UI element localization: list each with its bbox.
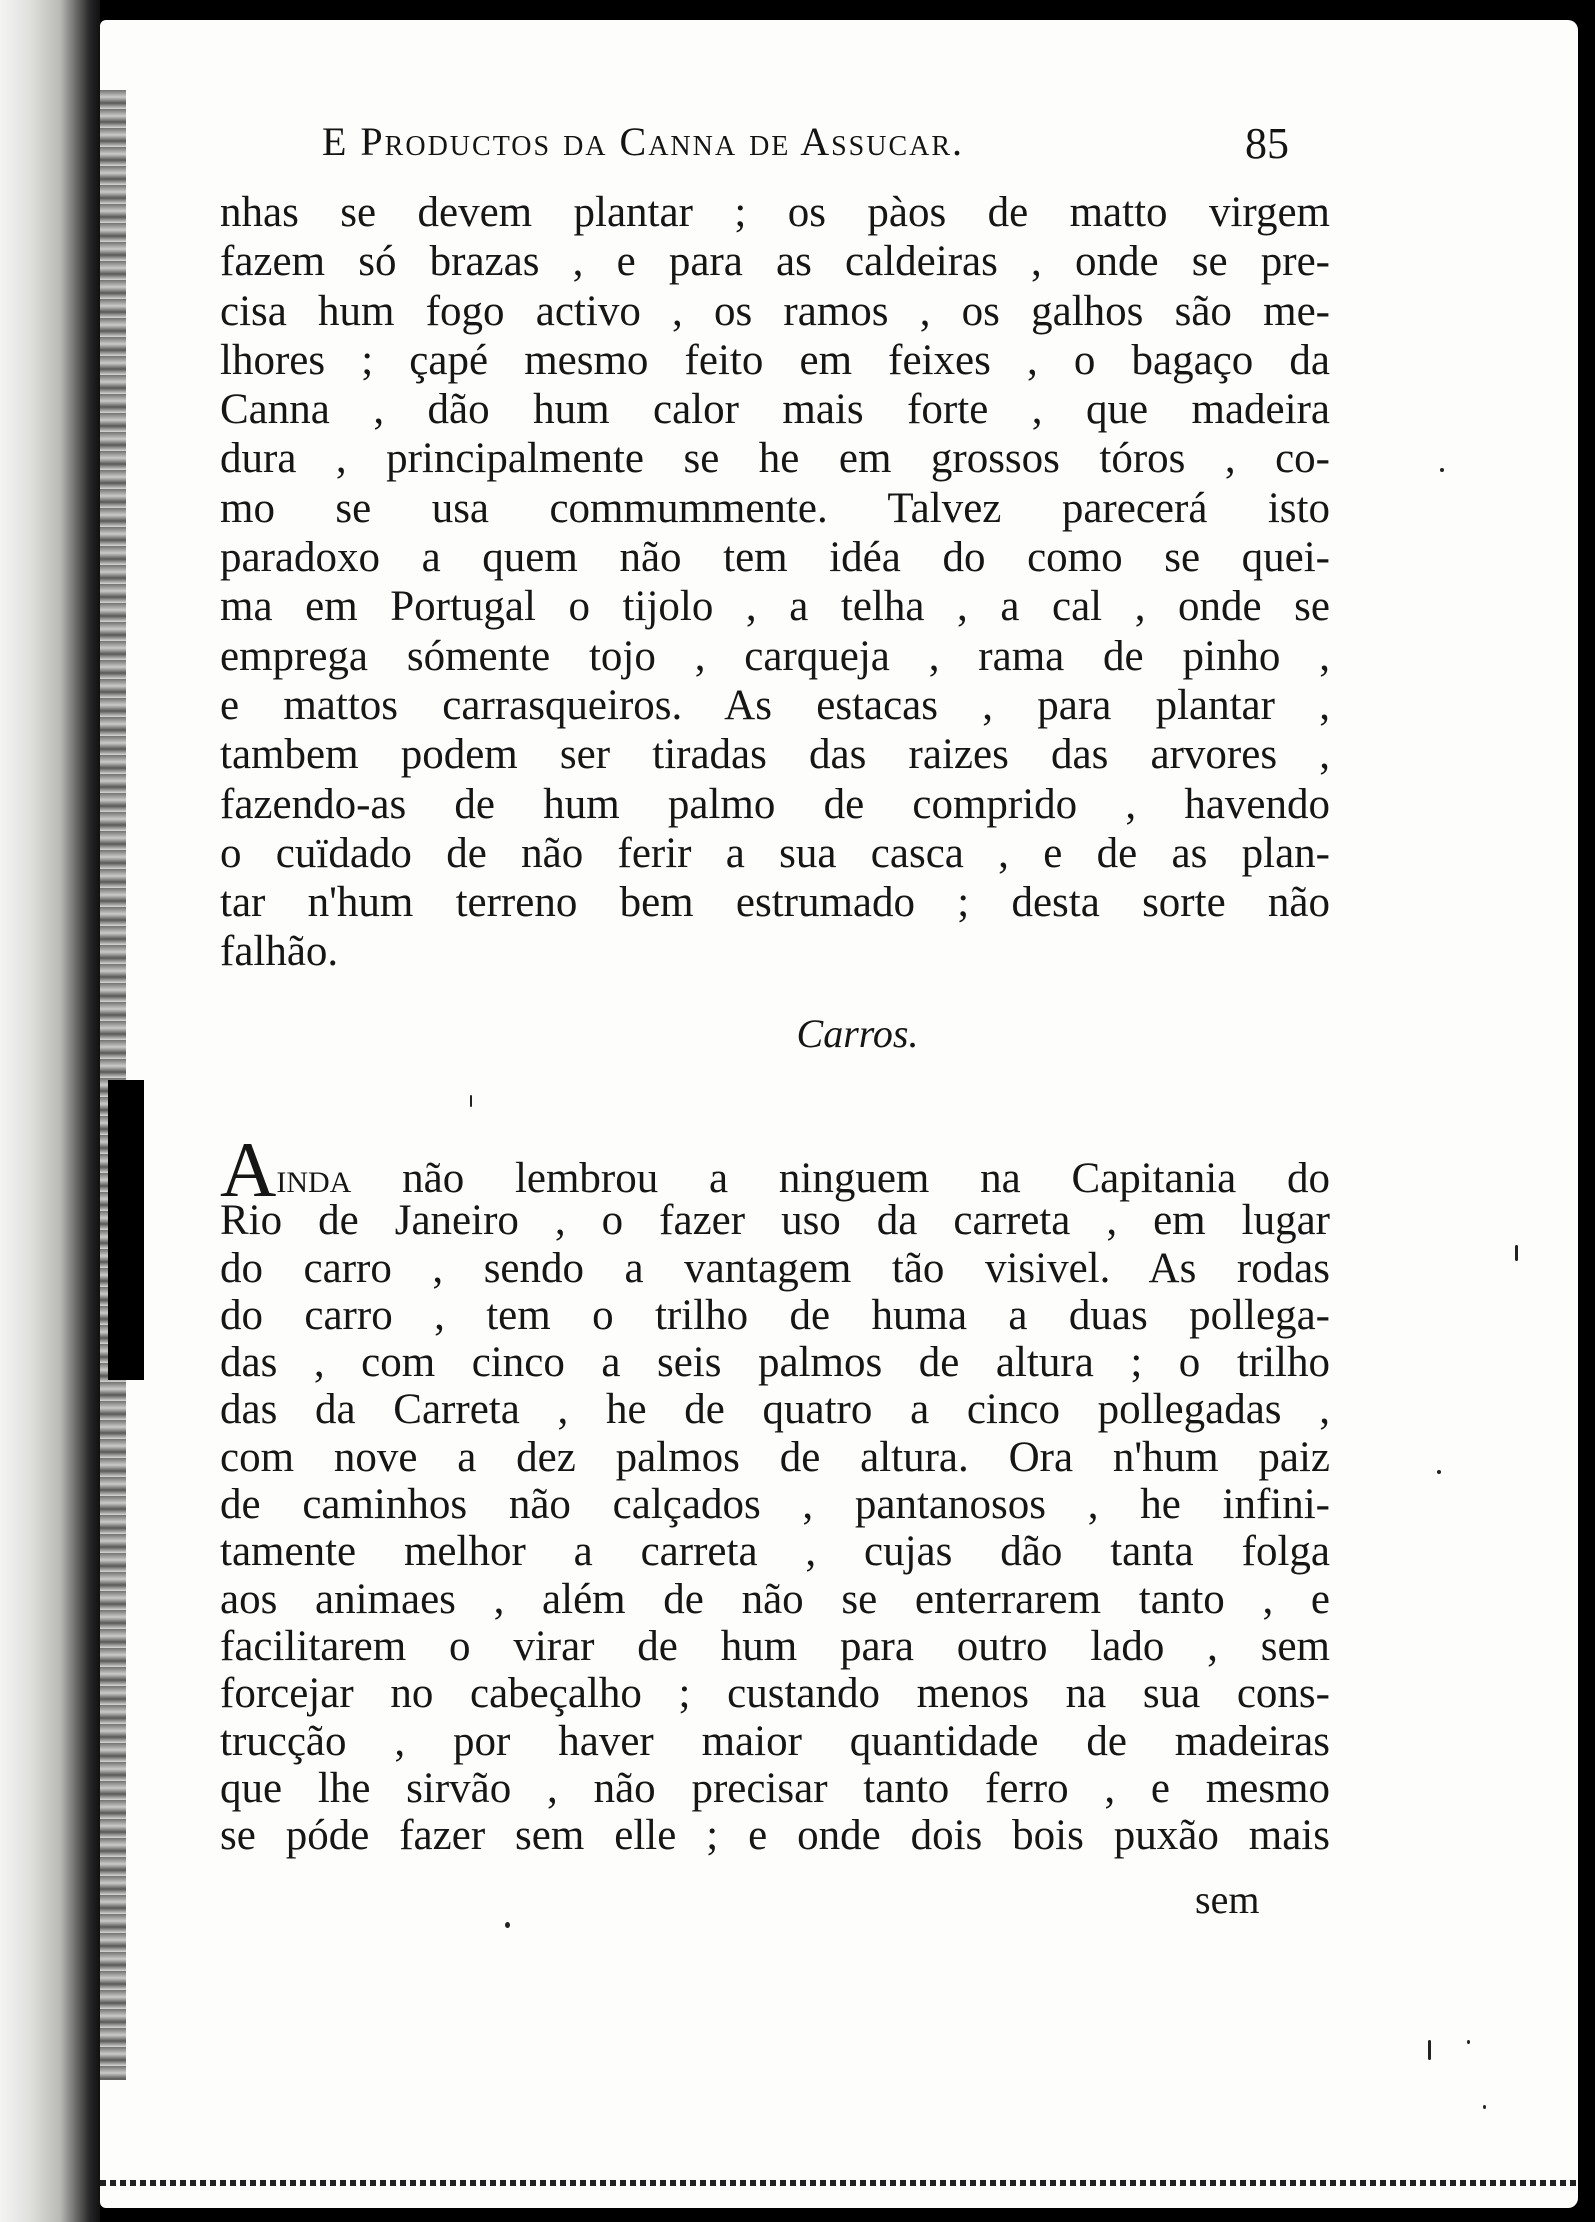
text-line: do carro , sendo a vantagem tão visivel. As rodas (220, 1244, 1330, 1292)
text-line: com nove a dez palmos de altura. Ora n'hum paiz (220, 1433, 1330, 1481)
text-line: falhão. (220, 928, 339, 976)
text-line: mo se usa commummente. Talvez parecerá isto (220, 484, 1330, 532)
text-line: tambem podem ser tiradas das raizes das arvores , (220, 731, 1330, 779)
text-line: emprega sómente tojo , carqueja , rama de pinho , (220, 632, 1330, 680)
section-title: Carros. (796, 1011, 919, 1056)
text-line: fazendo-as de hum palmo de comprido , havendo (220, 780, 1330, 828)
paragraph-continued (220, 188, 1330, 977)
text-line: do carro , tem o trilho de huma a duas pollega- (220, 1291, 1330, 1339)
text-line: o cuïdado de não ferir a sua casca , e de as plan- (220, 829, 1330, 877)
running-head: E Productos da Canna de Assucar. (322, 119, 965, 164)
text-line: se póde fazer sem elle ; e onde dois bois puxão mais (220, 1812, 1330, 1860)
ink-speck (1428, 2040, 1431, 2060)
text-line: tamente melhor a carreta , cujas dão tanta folga (220, 1528, 1330, 1576)
page-number: 85 (1245, 119, 1289, 168)
ink-speck (1483, 2105, 1486, 2109)
text-line: das , com cinco a seis palmos de altura ; o trilho (220, 1339, 1330, 1387)
text-line: nhas se devem plantar ; os pàos de matto virgem (220, 189, 1330, 236)
text-line: dura , principalmente se he em grossos tóros , co- (220, 435, 1330, 483)
section-body (220, 1126, 1331, 1860)
text-line: facilitarem o virar de hum para outro lado , sem (220, 1622, 1330, 1670)
first-line (220, 1126, 1331, 1213)
text-line: trucção , por haver maior quantidade de madeiras (220, 1717, 1330, 1765)
text-line: tar n'hum terreno bem estrumado ; desta sorte não (220, 879, 1330, 927)
text-line: das da Carreta , he de quatro a cinco pollegadas , (220, 1386, 1330, 1434)
text-line: cisa hum fogo activo , os ramos , os galhos são me- (220, 287, 1330, 335)
ink-speck (505, 1922, 510, 1928)
page-bottom-edge (100, 2180, 1578, 2186)
catchword: sem (1195, 1877, 1260, 1922)
first-word-rest: inda (276, 1155, 352, 1202)
text-line: aos animaes , além de não se enterrarem tanto , e (220, 1575, 1330, 1623)
ink-speck (1437, 1470, 1441, 1474)
text-line: fazem só brazas , e para as caldeiras , onde se pre- (220, 238, 1330, 286)
text-line: lhores ; çapé mesmo feito em feixes , o bagaço da (220, 336, 1330, 384)
text-line: e mattos carrasqueiros. As estacas , para plantar , (220, 681, 1330, 729)
text-line: Rio de Janeiro , o fazer uso da carreta , em lugar (220, 1197, 1330, 1245)
text-line: paradoxo a quem não tem idéa do como se quei- (220, 534, 1330, 582)
ink-speck (1467, 2040, 1470, 2044)
page-header (0, 118, 1595, 178)
text-line: Canna , dão hum calor mais forte , que madeira (220, 386, 1330, 434)
first-line-rest: não lembrou a ninguem na Capitania do (402, 1155, 1331, 1202)
text-line: que lhe sirvão , não precisar tanto ferro , e mesmo (220, 1764, 1330, 1812)
ink-speck (470, 1095, 472, 1107)
book-gutter (0, 0, 100, 2222)
ink-speck (1515, 1245, 1518, 1261)
text-line: forcejar no cabeçalho ; custando menos na sua cons- (220, 1670, 1330, 1718)
drop-cap: A (220, 1126, 277, 1213)
ink-speck (1440, 468, 1444, 472)
text-line: ma em Portugal o tijolo , a telha , a cal , onde se (220, 583, 1330, 631)
text-line: de caminhos não calçados , pantanosos , he infini- (220, 1481, 1330, 1529)
binding-dark-band (108, 1080, 144, 1380)
